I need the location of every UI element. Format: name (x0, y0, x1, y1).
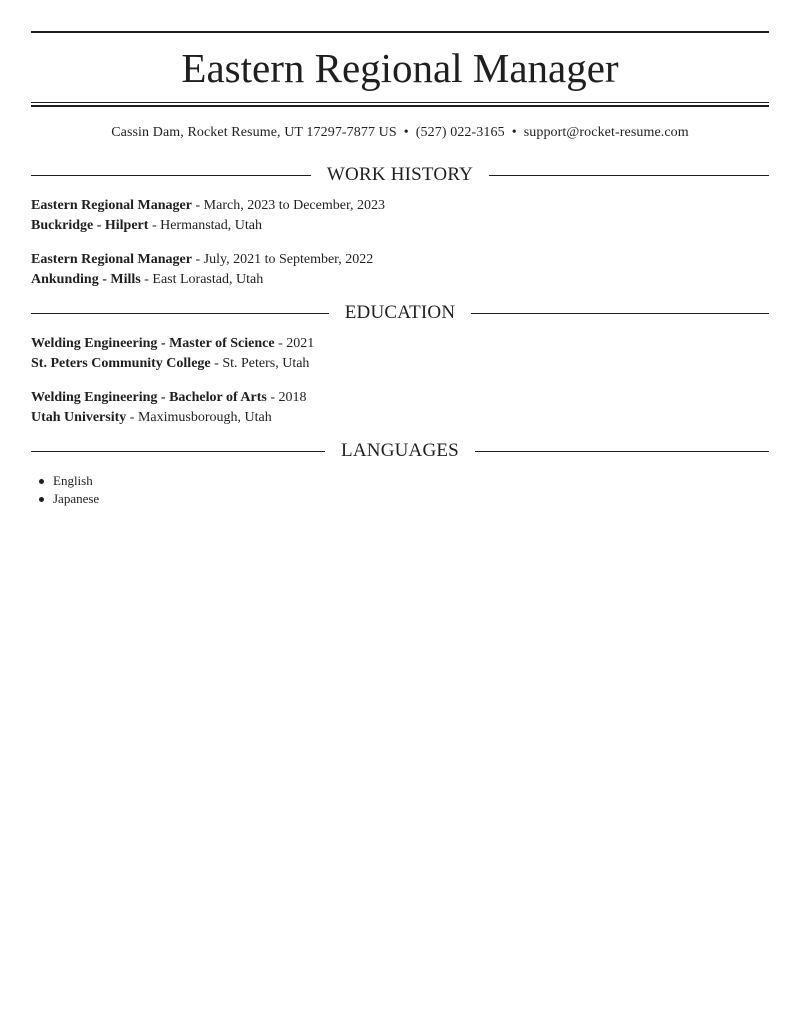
header-top-rule (31, 31, 769, 33)
work-entry-dates: March, 2023 to December, 2023 (203, 198, 386, 213)
education-degree-row (31, 388, 769, 408)
education-school: Utah University (31, 409, 127, 425)
education-year: 2021 (286, 336, 315, 351)
contact-line (31, 124, 769, 142)
joiner: - (148, 217, 161, 233)
work-entry-2 (31, 250, 769, 289)
education-degree-row (31, 334, 769, 354)
heading-rule-left (31, 451, 325, 452)
education-title: EDUCATION (344, 302, 456, 323)
work-entry-company: Ankunding - Mills (31, 271, 141, 287)
resume-name-title: Eastern Regional Manager (181, 45, 619, 91)
joiner: - (266, 390, 279, 405)
heading-rule-left (31, 313, 329, 314)
education-location: Maximusborough, Utah (137, 409, 272, 425)
heading-rule-right (489, 175, 769, 176)
contact-separator-1: • (403, 125, 409, 140)
education-entry-1 (31, 334, 769, 373)
work-entry-dates: July, 2021 to September, 2022 (203, 252, 374, 267)
education-year: 2018 (278, 390, 307, 405)
joiner: - (191, 198, 204, 213)
work-history-heading (31, 163, 769, 187)
joiner: - (191, 252, 204, 267)
education-school: St. Peters Community College (31, 355, 211, 371)
education-school-row (31, 408, 769, 428)
work-entry-location: Hermanstad, Utah (160, 217, 262, 233)
education-entry-2 (31, 388, 769, 427)
work-entry-company-row (31, 270, 769, 290)
contact-separator-2: • (511, 125, 517, 140)
heading-rule-left (31, 175, 311, 176)
joiner: - (126, 409, 138, 425)
education-degree: Welding Engineering - Master of Science (31, 336, 275, 351)
work-entry-1 (31, 196, 769, 235)
work-entry-company: Buckridge - Hilpert (31, 217, 149, 233)
contact-email: support@rocket-resume.com (523, 125, 689, 140)
languages-title: LANGUAGES (341, 440, 459, 461)
work-entry-location: East Lorastad, Utah (152, 271, 264, 287)
work-entry-title-row (31, 196, 769, 216)
education-degree: Welding Engineering - Bachelor of Arts (31, 390, 267, 405)
work-entry-title: Eastern Regional Manager (31, 252, 192, 267)
language-item: English (53, 472, 99, 490)
education-location: St. Peters, Utah (222, 355, 310, 371)
work-history-title: WORK HISTORY (326, 164, 474, 185)
languages-list (31, 472, 99, 508)
header-bottom-rule-thin (31, 102, 769, 103)
contact-address: Cassin Dam, Rocket Resume, UT 17297-7877 US (111, 125, 397, 140)
work-entry-title: Eastern Regional Manager (31, 198, 192, 213)
languages-heading (31, 439, 769, 463)
header-bottom-rule-thick (31, 105, 769, 107)
work-entry-company-row (31, 216, 769, 236)
heading-rule-right (475, 451, 769, 452)
joiner: - (274, 336, 287, 351)
education-heading (31, 301, 769, 325)
education-school-row (31, 354, 769, 374)
language-item: Japanese (53, 491, 100, 506)
work-entry-title-row (31, 250, 769, 270)
joiner: - (210, 355, 223, 371)
heading-rule-right (471, 313, 769, 314)
joiner: - (140, 271, 153, 287)
contact-phone: (527) 022-3165 (415, 125, 505, 140)
